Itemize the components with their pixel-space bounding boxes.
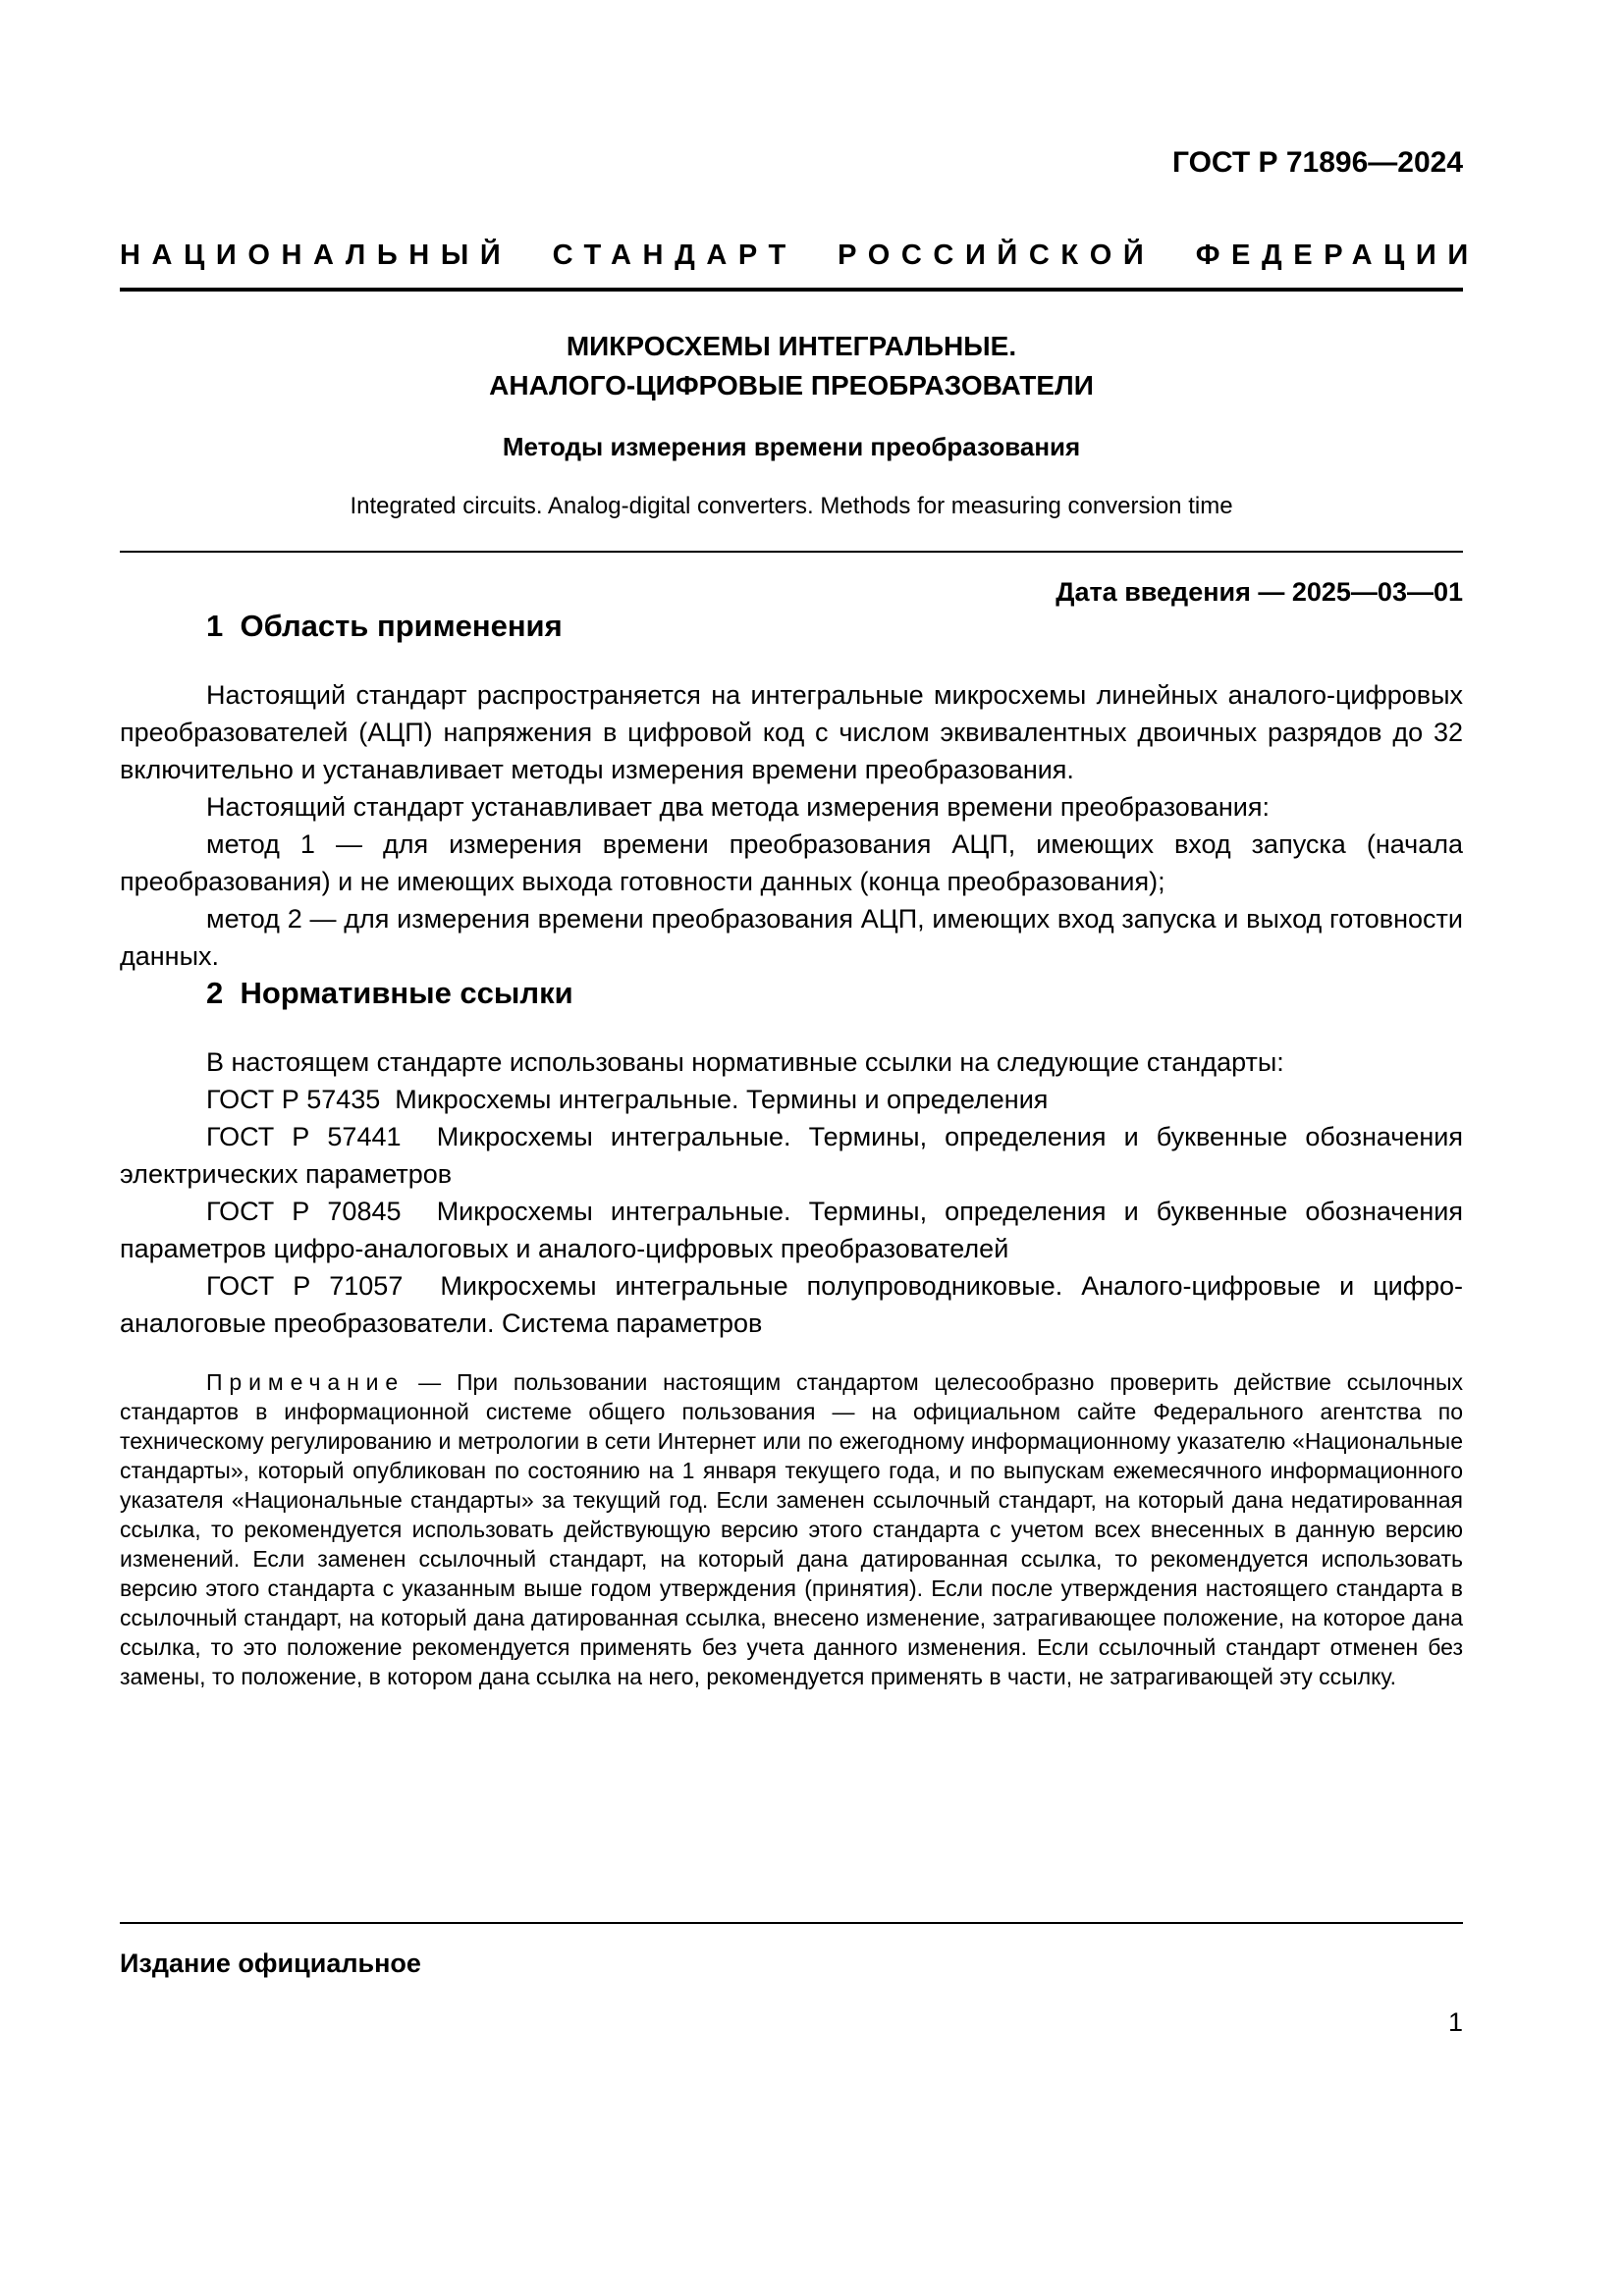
reference-item: ГОСТ Р 70845 Микросхемы интегральные. Термины, определения и буквенные обозначения параметров цифро-аналоговых и аналого-цифровых преобразователей — [120, 1197, 1463, 1263]
page-number: 1 — [1447, 2007, 1463, 2037]
paragraph: метод 2 — для измерения времени преобразования АЦП, имеющих вход запуска и выход готовности данных. — [120, 904, 1463, 971]
footer-rule — [120, 1922, 1463, 1924]
paragraph: Настоящий стандарт устанавливает два метода измерения времени преобразования: — [206, 792, 1270, 822]
title-block — [120, 292, 1463, 521]
title-rule-thin — [120, 551, 1463, 553]
note-text: — При пользовании настоящим стандартом целесообразно проверить действие ссылочных стандартов в информационной системе общего пользования — на официальном сайте Федерального агентства по техническому регулированию и метрологии в сети Интернет или по ежегодному информационному указателю «Национальные стандарты», который опубликован по состоянию на 1 января текущего года, и по выпускам ежемесячного информационного указателя «Национальные стандарты» за текущий год. Если заменен ссылочный стандарт, на который дана недатированная ссылка, то рекомендуется использовать действующую версию этого стандарта с учетом всех внесенных в данную версию изменений. Если заменен ссылочный стандарт, на который дана датированная ссылка, то рекомендуется использовать версию этого стандарта с указанным выше годом утверждения (принятия). Если после утверждения настоящего стандарта в ссылочный стандарт, на который дана датированная ссылка, внесено изменение, затрагивающее положение, на которое дана ссылка, то это положение рекомендуется применять без учета данного изменения. Если ссылочный стандарт отменен без замены, то положение, в котором дана ссылка на него, рекомендуется применять в части, не затрагивающей эту ссылку. — [120, 1369, 1463, 1689]
section-2-heading: 2 Нормативные ссылки — [206, 976, 573, 1010]
reference-item: ГОСТ Р 71057 Микросхемы интегральные полупроводниковые. Аналого-цифровые и цифро-аналоговые преобразователи. Система параметров — [120, 1271, 1463, 1338]
effective-date: Дата введения — 2025—03—01 — [1056, 577, 1463, 607]
paragraph: В настоящем стандарте использованы нормативные ссылки на следующие стандарты: — [206, 1047, 1284, 1077]
paragraph: метод 1 — для измерения времени преобразования АЦП, имеющих вход запуска (начала преобразования) и не имеющих выхода готовности данных (конца преобразования); — [120, 829, 1463, 896]
edition-label: Издание официальное — [120, 1949, 421, 1978]
doc-number: ГОСТ Р 71896—2024 — [1171, 146, 1463, 179]
reference-item: ГОСТ Р 57441 Микросхемы интегральные. Термины, определения и буквенные обозначения электрических параметров — [120, 1122, 1463, 1189]
standard-type-banner: НАЦИОНАЛЬНЫЙ СТАНДАРТ РОССИЙСКОЙ ФЕДЕРАЦИИ — [120, 240, 1480, 271]
document-body — [120, 608, 1463, 1691]
page-content — [120, 0, 1480, 1691]
doc-title-line1: МИКРОСХЕМЫ ИНТЕГРАЛЬНЫЕ. — [566, 331, 1017, 361]
note-paragraph — [120, 1367, 1463, 1691]
page-footer — [120, 1922, 1463, 2038]
doc-title-line2: АНАЛОГО-ЦИФРОВЫЕ ПРЕОБРАЗОВАТЕЛИ — [489, 370, 1094, 400]
reference-item: ГОСТ Р 57435 Микросхемы интегральные. Термины и определения — [206, 1085, 1049, 1114]
doc-subtitle: Методы измерения времени преобразования — [502, 432, 1081, 461]
note-label: Примечание — [206, 1369, 406, 1395]
paragraph: Настоящий стандарт распространяется на интегральные микросхемы линейных аналого-цифровых преобразователей (АЦП) напряжения в цифровой код с числом эквивалентных двоичных разрядов до 32 включительно и устанавливает методы измерения времени преобразования. — [120, 680, 1463, 784]
section-1-heading: 1 Область применения — [206, 609, 563, 643]
doc-title-english: Integrated circuits. Analog-digital converters. Methods for measuring conversion time — [350, 493, 1233, 519]
